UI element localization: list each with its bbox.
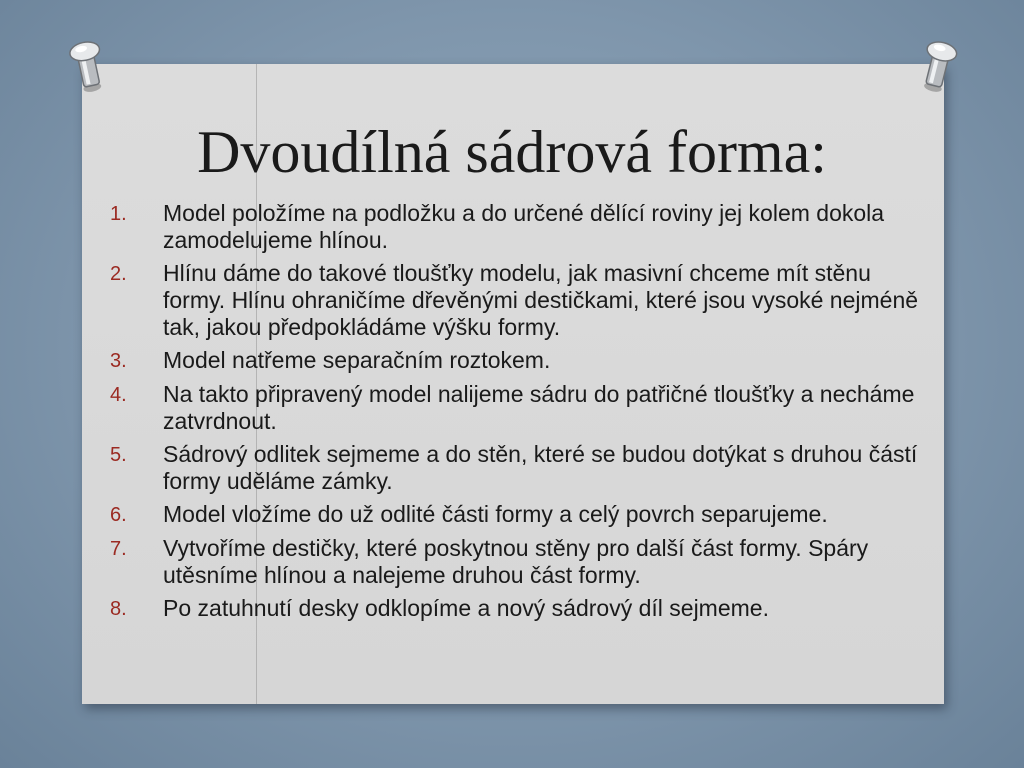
list-item — [110, 441, 930, 495]
step-number: 1. — [110, 203, 127, 225]
list-item — [110, 595, 930, 623]
list-item — [110, 200, 930, 254]
step-number: 4. — [110, 384, 127, 406]
step-text: Hlínu dáme do takové tloušťky modelu, jak masivní chceme mít stěnu formy. Hlínu ohraničíme dřevěnými destičkami, které jsou vysoké nejméně tak, jakou předpokládáme výšku formy. — [163, 260, 919, 340]
list-item — [110, 501, 930, 529]
steps-list — [110, 200, 930, 629]
step-number: 6. — [110, 504, 127, 526]
step-text: Po zatuhnutí desky odklopíme a nový sádrový díl sejmeme. — [163, 595, 769, 621]
slide-title: Dvoudílná sádrová forma: — [197, 119, 827, 185]
step-number: 8. — [110, 598, 127, 620]
step-text: Na takto připravený model nalijeme sádru do patřičné tloušťky a necháme zatvrdnout. — [163, 381, 915, 434]
list-item — [110, 535, 930, 589]
step-text: Model vložíme do už odlité části formy a celý povrch separujeme. — [163, 501, 828, 527]
pushpin-icon — [910, 34, 967, 101]
list-item — [110, 347, 930, 375]
step-number: 3. — [110, 350, 127, 372]
step-text: Vytvoříme destičky, které poskytnou stěny pro další část formy. Spáry utěsníme hlínou a nalejeme druhou část formy. — [163, 535, 869, 588]
step-number: 7. — [110, 538, 127, 560]
step-number: 5. — [110, 444, 127, 466]
list-item — [110, 381, 930, 435]
step-text: Model natřeme separačním roztokem. — [163, 347, 551, 373]
list-item — [110, 260, 930, 341]
step-text: Sádrový odlitek sejmeme a do stěn, které se budou dotýkat s druhou částí formy uděláme zámky. — [163, 441, 918, 494]
step-text: Model položíme na podložku a do určené dělící roviny jej kolem dokola zamodelujeme hlínou. — [163, 200, 885, 253]
step-number: 2. — [110, 263, 127, 285]
pushpin-icon — [60, 34, 115, 100]
